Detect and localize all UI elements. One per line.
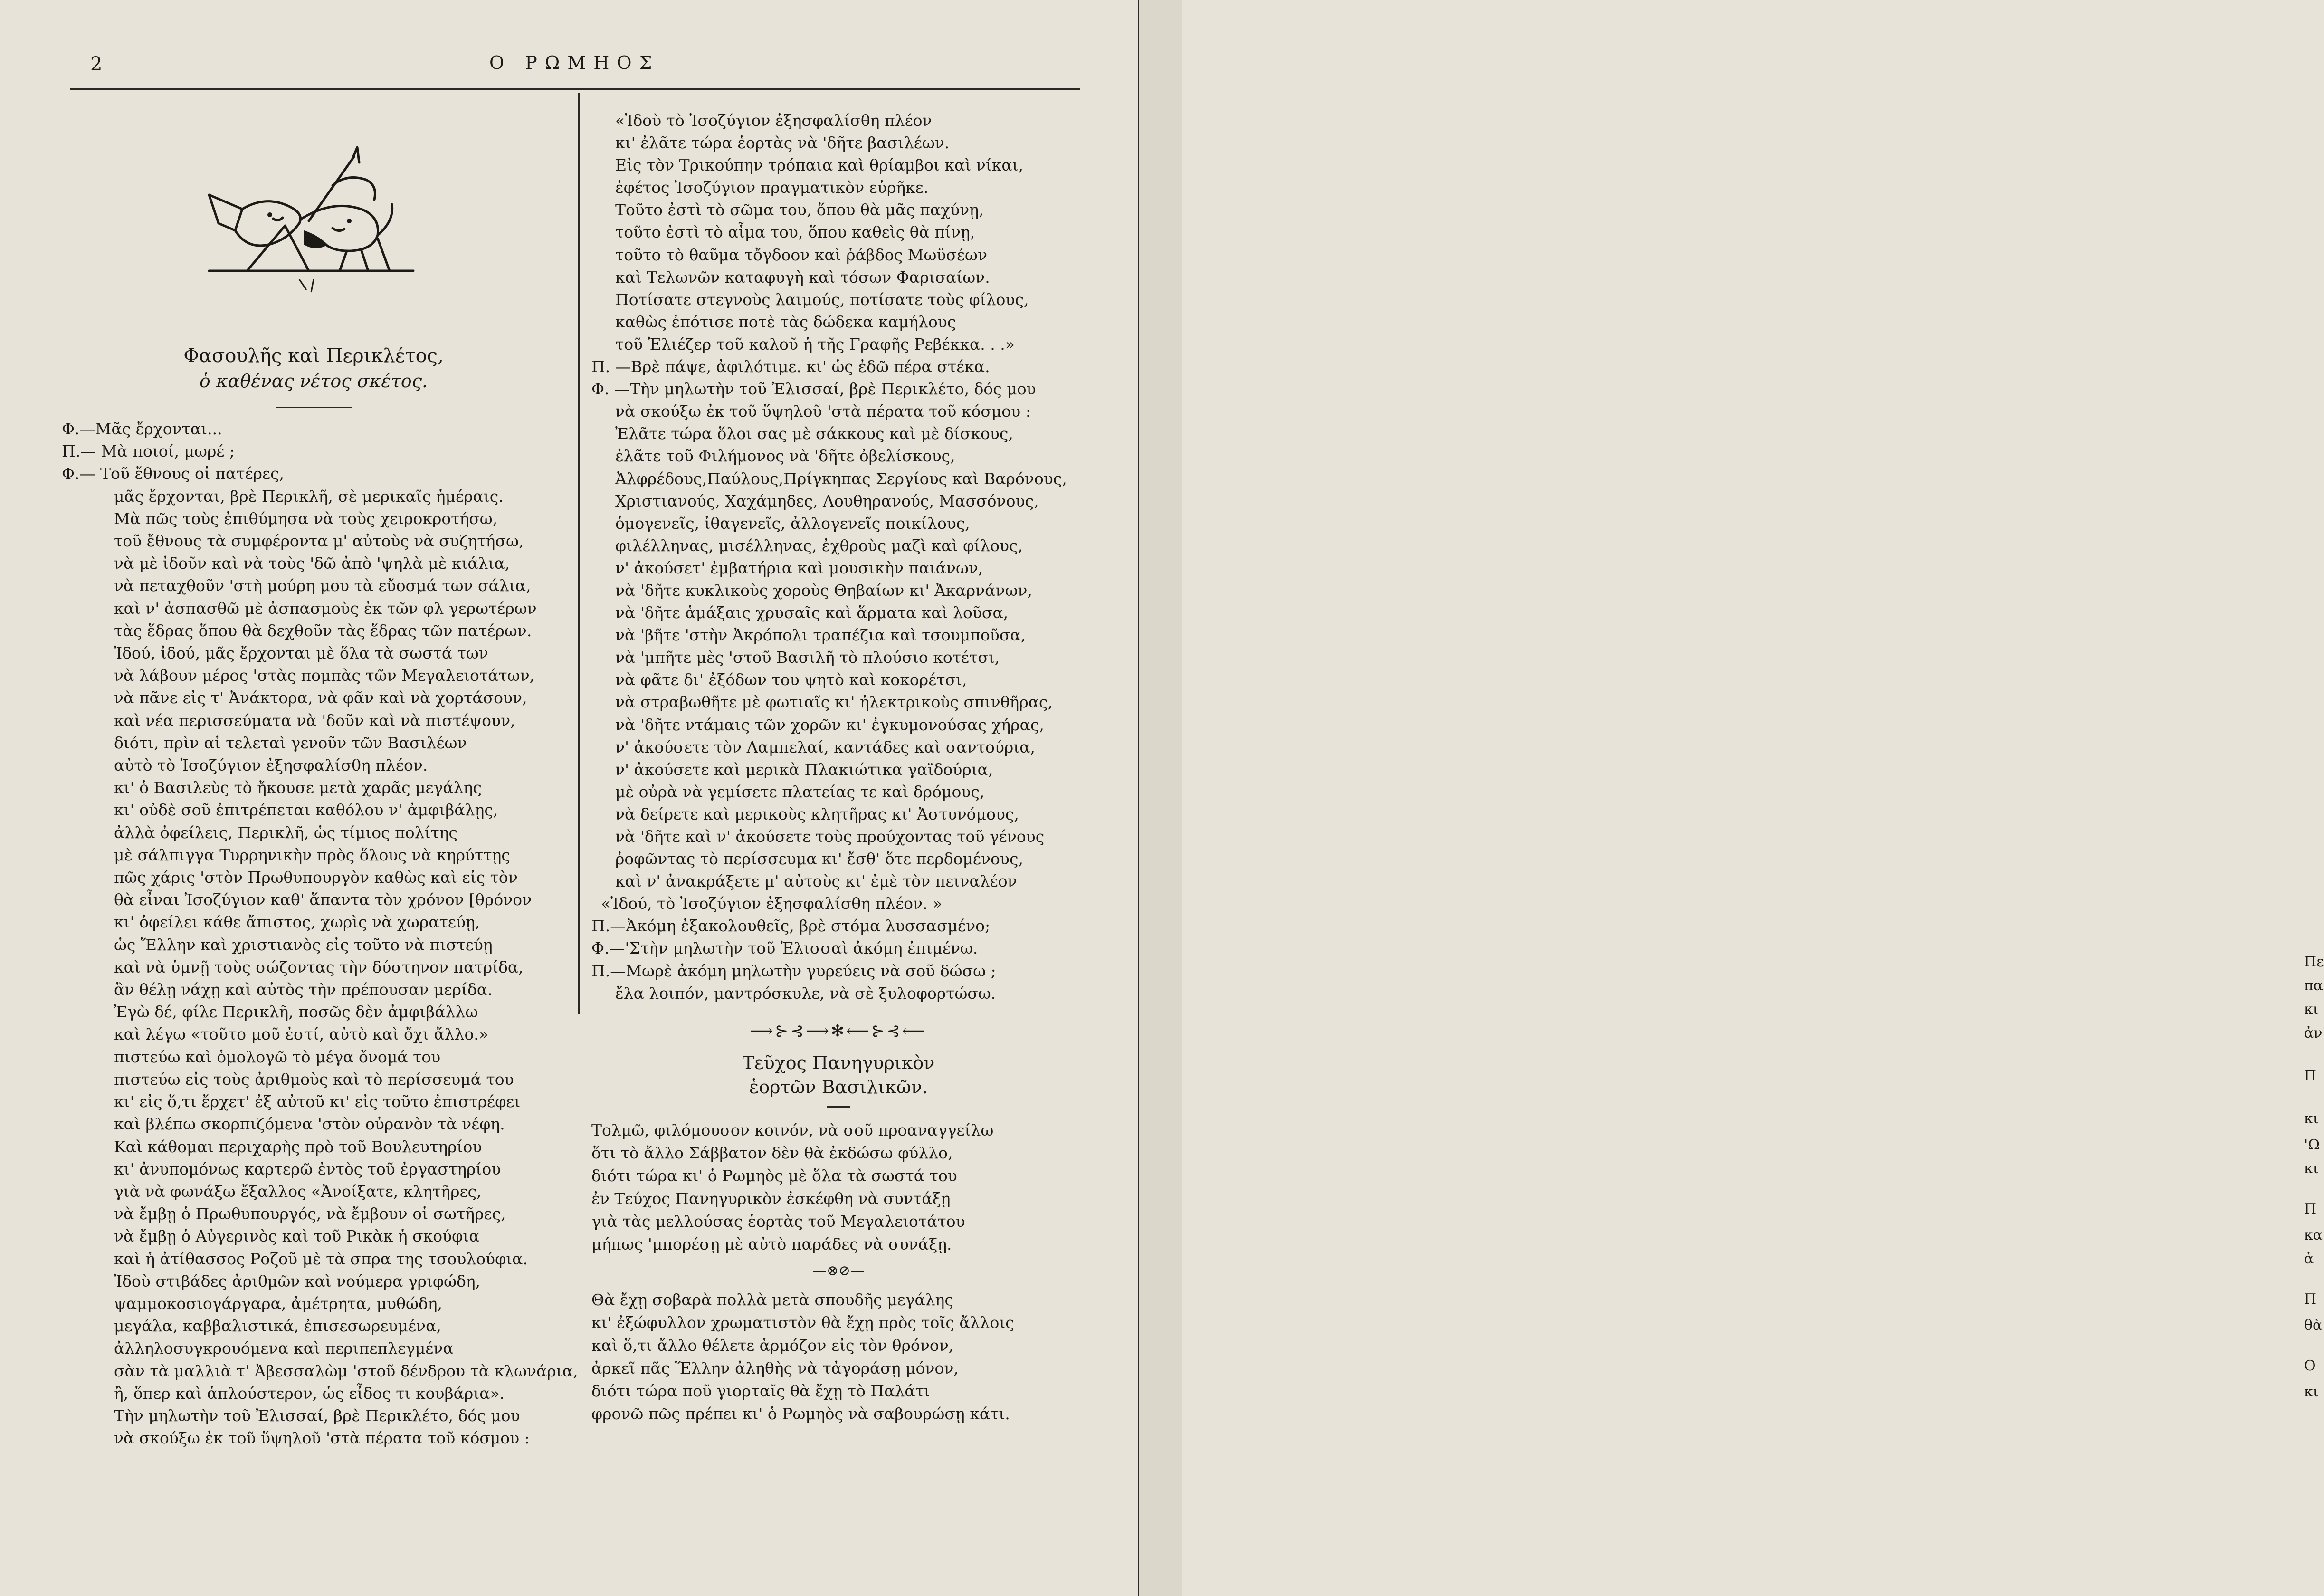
paragraph-line: ἀρκεῖ πᾶς Ἕλλην ἀληθὴς νὰ τἀγοράσῃ μόνον, [591,1358,959,1377]
text-line: πιστεύω εἰς τοὺς ἀριθμοὺς καὶ τὸ περίσσευμά του [114,1070,514,1089]
text-line: καὶ βλέπω σκορπιζόμενα 'στὸν οὐρανὸν τὰ νέφη. [114,1115,505,1134]
left-column [62,109,578,1449]
newspaper-title: Ο ΡΩΜΗΟΣ [489,52,660,73]
text-line: ῥοφῶντας τὸ περίσσευμα κι' ἔσθ' ὅτε περδομένους, [615,850,1023,869]
text-line: ν' ἀκούσετ' ἐμβατήρια καὶ μουσικὴν παιάνων, [615,558,983,577]
text-line: Φ. —Τὴν μηλωτὴν τοῦ Ἐλισσαί, βρὲ Περικλέτο, δός μου [591,380,1036,399]
text-line: ἢ, ὅπερ καὶ ἁπλούστερον, ὡς εἶδος τι κουβάρια». [114,1384,505,1403]
text-line: ψαμμοκοσιογάργαρα, ἀμέτρητα, μυθώδη, [114,1294,443,1313]
text-line: Φ.—Μᾶς ἔρχονται... [62,420,222,438]
text-line: αὐτὸ τὸ Ἰσοζύγιον ἐξησφαλίσθη πλέον. [114,756,428,775]
text-line: ν' ἀκούσετε τὸν Λαμπελαί, καντάδες καὶ σαντούρια, [615,737,1036,756]
text-line: νὰ σκούξω ἐκ τοῦ ὕψηλοῦ 'στὰ πέρατα τοῦ κόσμου : [114,1429,530,1448]
text-line: τὰς ἕδρας ὅπου θὰ δεχθοῦν τὰς ἕδρας τῶν πατέρων. [114,621,532,640]
text-line: νὰ 'δῆτε ἁμάξαις χρυσαῖς καὶ ἅρματα καὶ λοῦσα, [615,603,1009,622]
text-line: νὰ πεταχθοῦν 'στὴ μούρη μου τὰ εὔοσμά των σάλια, [114,576,531,595]
edge-fragment: Ο [2304,1357,2316,1374]
text-line: νὰ στραβωθῆτε μὲ φωτιαῖς κι' ἠλεκτρικοὺς σπινθῆρας, [615,693,1053,712]
header-rule [70,88,1080,90]
text-line: νὰ 'μπῆτε μὲς 'στοῦ Βασιλῆ τὸ πλούσιο κοτέτσι, [615,648,1000,667]
text-line: τοῦτο τὸ θαῦμα τὄγδοον καὶ ῥάβδος Μωϋσέων [615,245,988,264]
text-line: κι' ὁ Βασιλεὺς τὸ ἤκουσε μετὰ χαρᾶς μεγάλης [114,778,482,797]
section-title: Τεῦχος Πανηγυρικὸν [742,1052,935,1073]
text-line: σὰν τὰ μαλλιὰ τ' Ἀβεσσαλὼμ 'στοῦ δένδρου τὰ κλωνάρια, [114,1361,578,1380]
paragraph-line: ἐν Τεύχος Πανηγυρικὸν ἐσκέφθη νὰ συντάξῃ [591,1189,951,1208]
text-line: ἀλλὰ ὀφείλεις, Περικλῆ, ὡς τίμιος πολίτης [114,823,458,842]
text-line: γιὰ νὰ φωνάξω ἔξαλλος «Ἀνοίξατε, κλητῆρες, [114,1182,482,1201]
edge-fragment: ἀν [2304,1025,2323,1042]
paragraph-line: μήπως 'μπορέσῃ μὲ αὐτὸ παράδες νὰ συνάξῃ. [591,1234,952,1253]
text-line: «Ἰδοὺ τὸ Ἰσοζύγιον ἐξησφαλίσθη πλέον [615,111,932,130]
edge-fragment: Π [2304,1068,2317,1084]
text-line: πῶς χάρις 'στὸν Πρωθυπουργὸν καθὼς καὶ εἰς τὸν [114,868,518,887]
edge-fragment: Πε [2304,954,2324,970]
title-rule [276,407,352,408]
text-line: κι' ἐλᾶτε τώρα ἑορτὰς νὰ 'δῆτε βασιλέων. [615,134,950,153]
next-page-edge [1138,0,2324,1596]
text-line: νὰ ἔμβῃ ὁ Αὐγερινὸς καὶ τοῦ Ρικὰκ ἡ σκούφια [114,1227,480,1246]
text-line: Τὴν μηλωτὴν τοῦ Ἐλισσαί, βρὲ Περικλέτο, δός μου [114,1406,520,1425]
text-line: μᾶς ἔρχονται, βρὲ Περικλῆ, σὲ μερικαῖς ἡμέραις. [114,487,504,506]
column-divider [578,93,580,1014]
text-line: καὶ ν' ἀσπασθῶ μὲ ἀσπασμοὺς ἐκ τῶν φλ γερωτέρων [114,599,537,618]
text-line: νὰ 'δῆτε καὶ ν' ἀκούσετε τοὺς προύχοντας τοῦ γένους [615,827,1045,846]
paragraph-line: καὶ ὅ,τι ἄλλο θέλετε ἁρμόζον εἰς τὸν θρόνον, [591,1336,954,1355]
text-line: καθὼς ἐπότισε ποτὲ τὰς δώδεκα καμήλους [615,312,956,331]
text-line: Χριστιανούς, Χαχάμηδες, Λουθηρανούς, Μασσόνους, [615,491,1039,510]
edge-fragment: Π [2304,1201,2317,1217]
page-number: 2 [90,53,103,75]
text-line: κι' οὐδὲ σοῦ ἐπιτρέπεται καθόλου ν' ἀμφιβάλῃς, [114,801,498,820]
text-line: Τοῦτο ἐστὶ τὸ σῶμα του, ὅπου θὰ μᾶς παχύνῃ, [615,201,984,220]
text-line: Ἰδού, ἰδού, μᾶς ἔρχονται μὲ ὅλα τὰ σωστά των [114,644,488,663]
text-line: νὰ πᾶνε εἰς τ' Ἀνάκτορα, νὰ φᾶν καὶ νὰ χορτάσουν, [114,688,527,707]
edge-fragment: κι [2304,1001,2319,1018]
edge-fragment: πα [2304,977,2323,994]
text-line: μὲ σάλπιγγα Τυρρηνικὴν πρὸς ὅλους νὰ κηρύττῃς [114,845,510,864]
text-line: νὰ 'δῆτε ντάμαις τῶν χορῶν κι' ἐγκυμονούσας χήρας, [615,715,1044,734]
text-line: Π.— Μὰ ποιοί, μωρέ ; [62,442,235,461]
text-line: νὰ 'βῆτε 'στὴν Ἀκρόπολι τραπέζια καὶ τσουμποῦσα, [615,626,1026,645]
text-line: Ἰδοὺ στιβάδες ἀριθμῶν καὶ νούμερα γριφώδη, [114,1271,481,1290]
text-line: ἐλᾶτε τοῦ Φιλήμονος νὰ 'δῆτε ὀβελίσκους, [615,447,955,466]
illustration-figure [190,128,437,333]
paragraph-line: ὅτι τὸ ἄλλο Σάββατον δὲν θὰ ἐκδώσω φύλλο, [591,1143,953,1162]
poem-subtitle: ὁ καθένας νέτος σκέτος. [199,371,428,392]
paragraph-line: κι' ἐξώφυλλον χρωματιστὸν θὰ ἔχῃ πρὸς τοῖς ἄλλοις [591,1313,1014,1332]
text-line: νὰ δείρετε καὶ μερικοὺς κλητῆρας κι' Ἀστυνόμους, [615,804,1019,823]
text-line: Καὶ κάθομαι περιχαρὴς πρὸ τοῦ Βουλευτηρίου [114,1137,482,1156]
edge-fragment: κι [2304,1384,2319,1400]
text-line: κι' ὀφείλει κάθε ἄπιστος, χωρὶς νὰ χωρατεύῃ, [114,913,480,932]
text-line: καὶ λέγω «τοῦτο μοῦ ἐστί, αὐτὸ καὶ ὄχι ἄλλο.» [114,1025,488,1044]
text-line: νὰ λάβουν μέρος 'στὰς πομπὰς τῶν Μεγαλειοτάτων, [114,666,535,685]
edge-fragment: κι [2304,1110,2319,1127]
text-line: τοῦτο ἐστὶ τὸ αἷμα του, ὅπου καθεὶς θὰ πίνῃ, [615,223,975,242]
text-line: τοῦ Ἐλιέζερ τοῦ καλοῦ ἡ τῆς Γραφῆς Ρεβέκκα. . .» [615,334,1015,354]
text-line: Π.—Ἀκόμη ἐξακολουθεῖς, βρὲ στόμα λυσσασμένο; [591,917,991,936]
text-line: καὶ ν' ἀνακράξετε μ' αὐτοὺς κι' ἐμὲ τὸν πειναλέον [615,872,1017,891]
text-line: ἔλα λοιπόν, μαντρόσκυλε, νὰ σὲ ξυλοφορτώσω. [615,984,996,1003]
edge-fragment: ἀ [2304,1251,2314,1267]
section-subtitle: ἑορτῶν Βασιλικῶν. [749,1076,928,1098]
text-line: Φ.— Τοῦ ἔθνους οἱ πατέρες, [62,464,285,483]
text-line: ὁμογενεῖς, ἰθαγενεῖς, ἀλλογενεῖς ποικίλους, [615,514,970,533]
small-ornament: —⊗⊘— [812,1262,865,1279]
paragraph-line: Θὰ ἔχῃ σοβαρὰ πολλὰ μετὰ σπουδῆς μεγάλης [591,1290,953,1309]
text-line: ν' ἀκούσετε καὶ μερικὰ Πλακιώτικα γαϊδούρια, [615,760,993,779]
text-line: ἀλληλοσυγκρουόμενα καὶ περιπεπλεγμένα [114,1339,454,1358]
paragraph-line: φρονῶ πῶς πρέπει κι' ὁ Ρωμηὸς νὰ σαβουρώσῃ κάτι. [591,1404,1010,1423]
text-line: τοῦ ἔθνους τὰ συμφέροντα μ' αὐτοὺς νὰ συζητήσω, [114,532,524,551]
text-line: Μὰ πῶς τοὺς ἐπιθύμησα νὰ τοὺς χειροκροτήσω, [114,509,498,528]
text-line: Εἰς τὸν Τρικούπην τρόπαια καὶ θρίαμβοι καὶ νίκαι, [615,156,1024,175]
section-ornament: ⟶⊱⊰⟶✻⟵⊱⊰⟵ [750,1021,927,1041]
text-line: Ποτίσατε στεγνοὺς λαιμούς, ποτίσατε τοὺς φίλους, [615,290,1029,309]
text-line: νὰ σκούξω ἐκ τοῦ ὕψηλοῦ 'στὰ πέρατα τοῦ κόσμου : [615,402,1031,421]
text-line: Ἐγὼ δέ, φίλε Περικλῆ, ποσῶς δὲν ἀμφιβάλλω [114,1003,478,1022]
text-line: Π.—Μωρὲ ἀκόμη μηλωτὴν γυρεύεις νὰ σοῦ δώσω ; [591,961,996,980]
paragraph-line: γιὰ τὰς μελλούσας ἑορτὰς τοῦ Μεγαλειοτάτου [591,1212,965,1231]
text-line: καὶ νὰ ὑμνῇ τοὺς σώζοντας τὴν δύστηνον πατρίδα, [114,957,524,976]
paragraph-line: Τολμῶ, φιλόμουσον κοινόν, νὰ σοῦ προαναγγείλω [591,1120,994,1139]
text-line: μεγάλα, καββαλιστικά, ἐπισεσωρευμένα, [114,1317,441,1336]
text-line: «Ἰδού, τὸ Ἰσοζύγιον ἐξησφαλίσθη πλέον. » [601,894,943,913]
edge-fragment: 'Ω [2304,1137,2320,1153]
text-line: ἂν θέλῃ νάχῃ καὶ αὐτὸς τὴν πρέπουσαν μερίδα. [114,980,493,999]
text-line: νὰ ἔμβῃ ὁ Πρωθυπουργός, νὰ ἔμβουν οἱ σωτῆρες, [114,1204,506,1223]
text-line: καὶ ἡ ἀτίθασσος Ροζοῦ μὲ τὰ σπρα της τσουλούφια. [114,1249,528,1268]
right-column [591,109,1086,1425]
text-line: νὰ μὲ ἰδοῦν καὶ νὰ τοὺς 'δῶ ἀπὸ 'ψηλὰ μὲ κιάλια, [114,554,510,573]
text-line: θὰ εἶναι Ἰσοζύγιον καθ' ἅπαντα τὸν χρόνον [θρόνον [114,890,532,909]
text-line: φιλέλληνας, μισέλληνας, ἐχθροὺς μαζὶ καὶ φίλους, [615,536,1023,555]
edge-fragment: θὰ [2304,1317,2323,1334]
text-line: ἐφέτος Ἰσοζύγιον πραγματικὸν εὑρῆκε. [615,178,929,197]
edge-fragment: Π [2304,1291,2317,1308]
text-line: κι' ἀνυπομόνως καρτερῶ ἐντὸς τοῦ ἐργαστηρίου [114,1159,501,1178]
text-line: ὡς Ἕλλην καὶ χριστιανὸς εἰς τοῦτο νὰ πιστεύῃ [114,935,493,954]
text-line: Π. —Βρὲ πάψε, ἀφιλότιμε. κι' ὡς ἐδῶ πέρα στέκα. [591,357,990,376]
text-line: καὶ Τελωνῶν καταφυγὴ καὶ τόσων Φαρισαίων. [615,268,990,287]
text-line: Ἀλφρέδους,Παύλους,Πρίγκηπας Σεργίους καὶ Βαρόνους, [615,469,1067,488]
paragraph-line: διότι τώρα κι' ὁ Ρωμηὸς μὲ ὅλα τὰ σωστά του [591,1166,957,1185]
edge-fragment: κι [2304,1160,2319,1177]
paragraph-line: διότι τώρα ποῦ γιορταῖς θὰ ἔχῃ τὸ Παλάτι [591,1381,930,1400]
text-line: καὶ νέα περισσεύματα νὰ 'δοῦν καὶ νὰ πιστέψουν, [114,711,515,730]
poem-title: Φασουλῆς καὶ Περικλέτος, [183,345,444,367]
text-line: κι' εἰς ὅ,τι ἔρχετ' ἐξ αὐτοῦ κι' εἰς τοῦτο ἐπιστρέφει [114,1092,521,1111]
section-rule [827,1106,850,1108]
text-line: μὲ οὐρὰ νὰ γεμίσετε πλατείας τε καὶ δρόμους, [615,782,985,801]
text-line: Ἐλᾶτε τώρα ὅλοι σας μὲ σάκκους καὶ μὲ δίσκους, [615,424,1013,443]
text-line: νὰ φᾶτε δι' ἐξόδων του ψητὸ καὶ κοκορέτσι, [615,670,967,689]
text-line: πιστεύω καὶ ὁμολογῶ τὸ μέγα ὄνομά του [114,1047,441,1066]
text-line: διότι, πρὶν αἱ τελεταὶ γενοῦν τῶν Βασιλέων [114,733,467,752]
text-line: νὰ 'δῆτε κυκλικοὺς χοροὺς Θηβαίων κι' Ἀκαρνάνων, [615,581,1032,600]
text-line: Φ.—'Στὴν μηλωτὴν τοῦ Ἐλισσαὶ ἀκόμη ἐπιμένω. [591,939,978,958]
edge-fragment: κα [2304,1227,2323,1243]
